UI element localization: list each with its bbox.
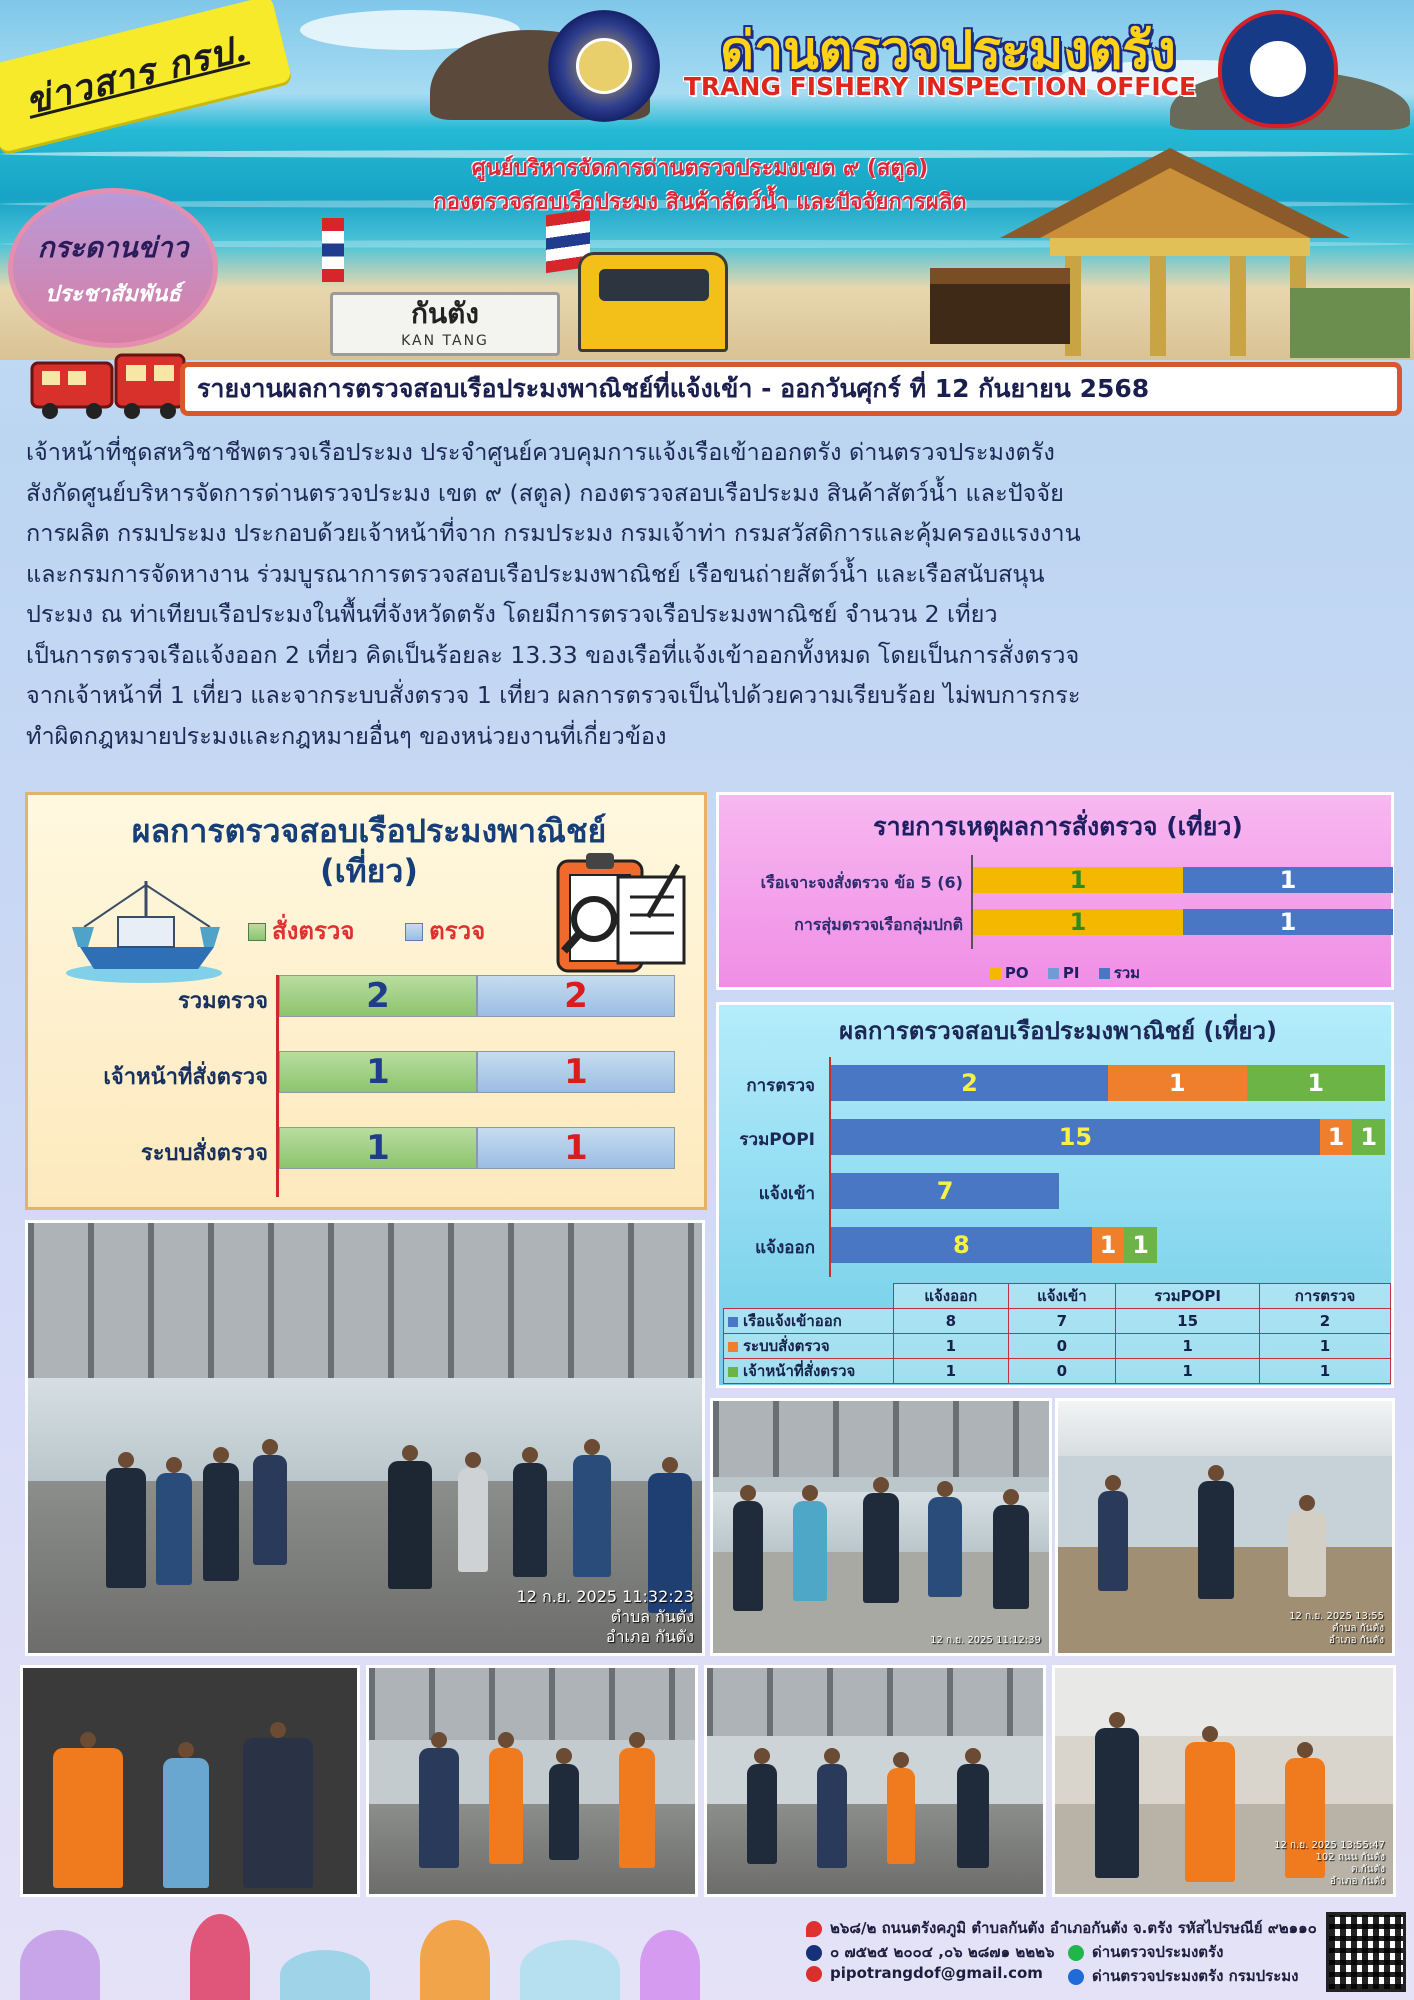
coral-decoration [520, 1940, 620, 2000]
table-row-header [724, 1359, 894, 1384]
office-subtitle-2: กองตรวจสอบเรือประมง สินค้าสัตว์น้ำ และปัจจัยการผลิต [433, 190, 967, 215]
bar-segment: 1 [1124, 1227, 1157, 1263]
chart-legend [248, 911, 485, 950]
bar-segment: 8 [831, 1227, 1092, 1263]
bar-segment: 7 [831, 1173, 1059, 1209]
line-app-icon [1068, 1945, 1084, 1961]
inspection-photo [710, 1398, 1052, 1656]
paragraph-line: ประมง ณ ท่าเทียบเรือประมงในพื้นที่จังหวัดตรัง โดยมีการตรวจเรือประมงพาณิชย์ จำนวน 2 เที่ยว [26, 600, 998, 628]
timestamp-line: 12 ก.ย. 2025 11:32:23 [516, 1587, 694, 1606]
thai-flag [322, 218, 344, 282]
inspection-result-chart [25, 792, 707, 1210]
legend-swatch-po [990, 968, 1001, 979]
paragraph-line: ทำผิดกฎหมายประมงและกฎหมายอื่นๆ ของหน่วยงานที่เกี่ยวข้อง [26, 721, 667, 750]
legend-label-total: รวม [1113, 964, 1141, 982]
vessel-traffic-chart [716, 1002, 1394, 1388]
timestamp-line: 12 ก.ย. 2025 13:55 [1289, 1611, 1384, 1622]
coral-decoration [20, 1930, 100, 2000]
office-title-en: TRANG FISHERY INSPECTION OFFICE [683, 72, 1197, 101]
bar-segment: 2 [831, 1065, 1108, 1101]
photo-timestamp [1289, 1611, 1384, 1647]
footer-facebook[interactable] [1068, 1964, 1299, 1988]
report-title: รายงานผลการตรวจสอบเรือประมงพาณิชย์ที่แจ้งเข้า - ออกวันศุกร์ ที่ 12 กันยายน 2568 [197, 374, 1150, 403]
footer-address [806, 1916, 1317, 1940]
bar-segment: 1 [1183, 867, 1393, 893]
timestamp-line: ตำบล กันตัง [610, 1607, 694, 1626]
timestamp-line: อำเภอ กันตัง [605, 1627, 694, 1646]
timestamp-line: 102 ถนน กันตัง [1315, 1852, 1385, 1863]
table-cell: 1 [1260, 1359, 1391, 1384]
phone-text: ๐ ๗๕๒๕ ๒๐๐๔ ,๐๖ ๒๘๗๑ ๒๒๒๖ [830, 1943, 1055, 1961]
table-row [724, 1334, 1391, 1359]
paragraph-line: และกรมการจัดหางาน ร่วมบูรณาการตรวจสอบเรือประมงพาณิชย์ เรือขนถ่ายสัตว์น้ำ และเรือสนับสนุน [26, 559, 1045, 588]
email-text: pipotrangdof@gmail.com [830, 1964, 1043, 1982]
chart-data-table [723, 1283, 1391, 1384]
paragraph-line: จากเจ้าหน้าที่ 1 เที่ยว และจากระบบสั่งตรวจ 1 เที่ยว ผลการตรวจเป็นไปด้วยความเรียบร้อย ไม่พบการกระ [26, 681, 1081, 709]
footer-phone [806, 1940, 1055, 1964]
inspection-reason-chart [716, 792, 1394, 990]
category-label: แจ้งออก [755, 1238, 815, 1258]
paragraph-line: สังกัดศูนย์บริหารจัดการด่านตรวจประมง เขต ๙ (สตูล) กองตรวจสอบเรือประมง สินค้าสัตว์น้ำ และปัจจัย [26, 478, 1064, 507]
legend-swatch-ordered [248, 923, 266, 941]
fishing-boat-icon [64, 877, 224, 985]
department-of-fisheries-emblem [548, 10, 660, 122]
paragraph-line: การผลิต กรมประมง ประกอบด้วยเจ้าหน้าที่จาก กรมประมง กรมเจ้าท่า กรมสวัสดิการและคุ้มครองแรงงาน [26, 519, 1081, 547]
table-cell: 1 [894, 1359, 1009, 1384]
news-tag-label: ข่าวสาร กรป. [21, 26, 252, 123]
bar-inspected: 1 [477, 1127, 675, 1169]
badge-line-2: ประชาสัมพันธ์ [45, 280, 181, 307]
category-label: แจ้งเข้า [758, 1184, 815, 1204]
category-label: รวมPOPI [739, 1130, 815, 1150]
coral-decoration [420, 1920, 490, 2000]
line-account-text: ด่านตรวจประมงตรัง [1092, 1943, 1224, 1961]
footer-email[interactable] [806, 1964, 1043, 1982]
category-label: การตรวจ [746, 1076, 815, 1096]
header-banner [0, 0, 1414, 360]
timestamp-line: ต.กันตัง [1351, 1864, 1385, 1875]
location-pin-icon [806, 1921, 822, 1937]
photo-timestamp [517, 1587, 694, 1647]
table-column-header: การตรวจ [1260, 1284, 1391, 1309]
report-title-bar [180, 362, 1402, 416]
bar-segment: 1 [973, 909, 1183, 935]
table-row [724, 1359, 1391, 1384]
table-cell: 7 [1008, 1309, 1116, 1334]
inspection-photo-main [25, 1220, 705, 1656]
qr-code[interactable] [1326, 1912, 1406, 1992]
facebook-page-text: ด่านตรวจประมงตรัง กรมประมง [1092, 1967, 1299, 1985]
legend-swatch-total [1099, 968, 1110, 979]
report-paragraph [26, 432, 1396, 756]
chart-title: รายการเหตุผลการสั่งตรวจ (เที่ยว) [873, 812, 1243, 841]
station-sign [330, 292, 560, 356]
timestamp-line: ตำบล กันตัง [1331, 1623, 1384, 1634]
inspection-photo [366, 1665, 698, 1897]
row-label: เรือแจ้งเข้าออก [743, 1312, 842, 1330]
inspection-photo [1055, 1398, 1395, 1656]
table-cell: 15 [1116, 1309, 1260, 1334]
news-board-badge [8, 188, 218, 348]
chart-title-text: ผลการตรวจสอบเรือประมงพาณิชย์ [131, 812, 607, 850]
news-tag [0, 0, 292, 153]
series-swatch [728, 1367, 738, 1377]
train-illustration [578, 252, 728, 352]
bar-ordered: 2 [279, 975, 477, 1017]
table-row-header [724, 1309, 894, 1334]
table-cell: 0 [1008, 1359, 1116, 1384]
office-title-th: ด่านตรวจประมงตรัง [720, 20, 1176, 81]
category-label: การสุ่มตรวจเรือกลุ่มปกติ [794, 915, 963, 934]
station-name-en: KAN TANG [401, 333, 489, 349]
phone-icon [806, 1945, 822, 1961]
email-icon [806, 1966, 822, 1982]
table-cell: 1 [1260, 1334, 1391, 1359]
facebook-icon [1068, 1969, 1084, 1985]
timestamp-line: อำเภอ กันตัง [1329, 1876, 1385, 1887]
table-row [724, 1309, 1391, 1334]
row-label: เจ้าหน้าที่สั่งตรวจ [743, 1362, 856, 1380]
category-label: รวมตรวจ [177, 989, 268, 1014]
bar-segment: 1 [1247, 1065, 1386, 1101]
series-swatch [728, 1317, 738, 1327]
legend-swatch-pi [1048, 968, 1059, 979]
chart-legend [719, 961, 1397, 985]
coral-decoration [190, 1914, 250, 2000]
checklist-clipboard-icon [548, 847, 698, 977]
table-cell: 1 [1116, 1334, 1260, 1359]
inspection-photo [1052, 1665, 1396, 1897]
office-subtitle-1: ศูนย์บริหารจัดการด่านตรวจประมงเขต ๙ (สตูล) [471, 156, 929, 181]
legend-swatch-inspected [405, 923, 423, 941]
bar-segment: 1 [1352, 1119, 1385, 1155]
table-cell: 1 [894, 1334, 1009, 1359]
timestamp-line: อำเภอ กันตัง [1328, 1635, 1384, 1646]
legend-label-pi: PI [1062, 964, 1080, 982]
bar-segment: 1 [1092, 1227, 1125, 1263]
station-name-th: กันตัง [411, 297, 479, 330]
table-cell: 1 [1116, 1359, 1260, 1384]
table-column-header: แจ้งออก [894, 1284, 1009, 1309]
legend-label-po: PO [1004, 964, 1029, 982]
photo-timestamp: 12 ก.ย. 2025 11:12:39 [930, 1635, 1041, 1646]
bar-segment: 1 [1320, 1119, 1353, 1155]
paragraph-line: เป็นการตรวจเรือแจ้งออก 2 เที่ยว คิดเป็นร้อยละ 13.33 ของเรือที่แจ้งเข้าออกทั้งหมด โดยเป็นการสั่งตรวจ [26, 640, 1080, 669]
table-column-header: รวมPOPI [1116, 1284, 1260, 1309]
inspection-photo [704, 1665, 1046, 1897]
legend-label-inspected: ตรวจ [429, 917, 486, 945]
footer-line[interactable] [1068, 1940, 1223, 1964]
row-label: ระบบสั่งตรวจ [743, 1337, 830, 1355]
bar-segment: 1 [1108, 1065, 1247, 1101]
train-icon [28, 345, 188, 425]
legend-label-ordered: สั่งตรวจ [272, 917, 355, 945]
bar-inspected: 2 [477, 975, 675, 1017]
bar-segment: 15 [831, 1119, 1320, 1155]
badge-line-1: กระดานข่าว [37, 230, 189, 264]
timestamp-line: 12 ก.ย. 2025 13:55:47 [1274, 1840, 1385, 1851]
photo-timestamp [1274, 1840, 1385, 1888]
inspection-photo [20, 1665, 360, 1897]
table-cell: 0 [1008, 1334, 1116, 1359]
table-row-header [724, 1334, 894, 1359]
table-column-header: แจ้งเข้า [1008, 1284, 1116, 1309]
chart-title: ผลการตรวจสอบเรือประมงพาณิชย์ (เที่ยว) [839, 1017, 1277, 1045]
series-swatch [728, 1342, 738, 1352]
category-label: เจ้าหน้าที่สั่งตรวจ [103, 1065, 268, 1090]
table-cell: 8 [894, 1309, 1009, 1334]
table-header-row [724, 1284, 1391, 1309]
bar-ordered: 1 [279, 1127, 477, 1169]
paragraph-line: เจ้าหน้าที่ชุดสหวิชาชีพตรวจเรือประมง ประจำศูนย์ควบคุมการแจ้งเรือเข้าออกตรัง ด่านตรวจประมงตรัง [26, 438, 1055, 466]
coral-decoration [280, 1950, 370, 2000]
fishery-inspection-emblem [1218, 10, 1338, 128]
address-text: ๒๖๘/๒ ถนนตรังคภูมิ ตำบลกันตัง อำเภอกันตัง จ.ตรัง รหัสไปรษณีย์ ๙๒๑๑๐ [830, 1919, 1317, 1937]
bar-ordered: 1 [279, 1051, 477, 1093]
bar-segment: 1 [973, 867, 1183, 893]
category-label: ระบบสั่งตรวจ [140, 1141, 268, 1166]
bar-inspected: 1 [477, 1051, 675, 1093]
bar-segment: 1 [1183, 909, 1393, 935]
category-label: เรือเจาะจงสั่งตรวจ ข้อ 5 (6) [760, 873, 963, 892]
coral-decoration [640, 1930, 700, 2000]
table-cell: 2 [1260, 1309, 1391, 1334]
chart-title-unit: (เที่ยว) [320, 852, 418, 890]
